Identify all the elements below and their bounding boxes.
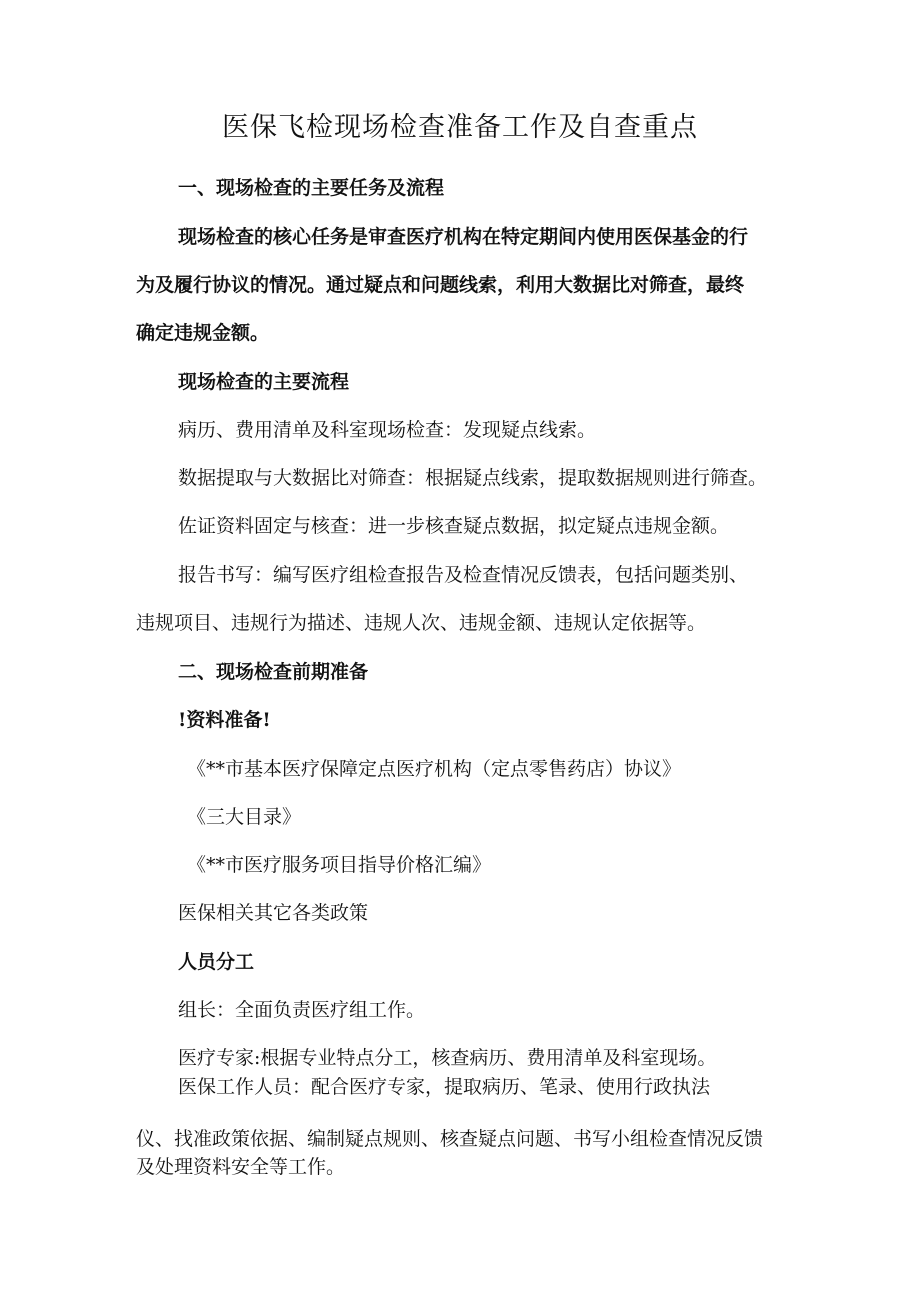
core-task-line-1: 现场检查的核心任务是审查医疗机构在特定期间内使用医保基金的行	[178, 226, 749, 248]
staff-cont-line-1: 仪、找准政策依据、编制疑点规则、核查疑点问题、书写小组检查情况反馈	[136, 1128, 764, 1150]
core-task-line-2: 为及履行协议的情况。通过疑点和问题线索，利用大数据比对筛查，最终	[136, 274, 745, 296]
process-heading: 现场检查的主要流程	[178, 371, 350, 393]
report-line-2: 违规项目、违规行为描述、违规人次、违规金额、违规认定依据等。	[136, 612, 707, 634]
report-line-1: 报告书写：编写医疗组检查报告及检查情况反馈表，包括问题类别、	[178, 564, 749, 586]
process-step-1: 病历、费用清单及科室现场检查：发现疑点线索。	[178, 419, 597, 441]
section1-heading: 一、现场检查的主要任务及流程	[178, 177, 445, 199]
material-item-3: 《**市医疗服务项目指导价格汇编》	[187, 854, 492, 876]
materials-heading: !资料准备!	[178, 709, 271, 731]
document-title: 医保飞检现场检查准备工作及自查重点	[222, 112, 698, 143]
other-policy: 医保相关其它各类政策	[178, 902, 369, 924]
staff-item-staff: 医保工作人员：配合医疗专家，提取病历、笔录、使用行政执法	[178, 1076, 711, 1098]
core-task-line-3: 确定违规金额。	[136, 322, 270, 344]
staff-item-leader: 组长：全面负责医疗组工作。	[178, 999, 426, 1021]
material-item-1: 《**市基本医疗保障定点医疗机构（定点零售药店）协议》	[187, 758, 682, 780]
process-step-2: 数据提取与大数据比对筛查：根据疑点线索，提取数据规则进行筛查。	[178, 467, 768, 489]
material-item-2: 《三大目录》	[187, 806, 302, 828]
staff-heading: 人员分工	[178, 951, 255, 973]
process-step-3: 佐证资料固定与核查：进一步核查疑点数据，拟定疑点违规金额。	[178, 515, 730, 537]
staff-item-expert: 医疗专家:根据专业特点分工，核查病历、费用清单及科室现场。	[178, 1047, 717, 1069]
section2-heading: 二、现场检查前期准备	[178, 661, 369, 683]
staff-cont-line-2: 及处理资料安全等工作。	[136, 1156, 346, 1178]
